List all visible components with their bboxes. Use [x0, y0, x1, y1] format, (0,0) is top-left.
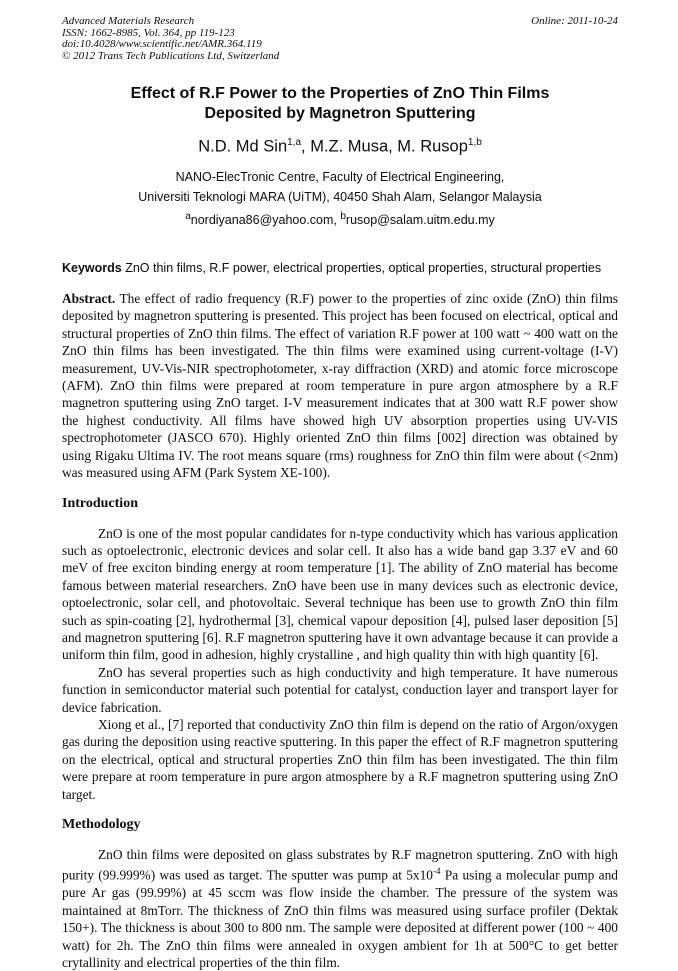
methodology-text-before-superscript: ZnO thin films were deposited on glass substrates by R.F magnetron sputtering. ZnO with high purity (99.999%) was used as target. The sputter was pump at 5x10: [62, 847, 618, 883]
email-address-a: nordiyana86@yahoo.com,: [190, 213, 341, 228]
keywords-line: [62, 260, 618, 277]
paper-title-line-1: Effect of R.F Power to the Properties of ZnO Thin Films: [130, 85, 550, 103]
email-superscript-a: a: [185, 210, 191, 222]
author-superscript-2: 1,b: [467, 137, 482, 149]
doi-line: doi:10.4028/www.scientific.net/AMR.364.119: [62, 38, 262, 51]
affiliation-line-1: NANO-ElecTronic Centre, Faculty of Electrical Engineering,: [175, 169, 505, 184]
methodology-paragraph-1: [62, 846, 618, 971]
introduction-paragraph-3: Xiong et al., [7] reported that conductivity ZnO thin film is depend on the ratio of Argon/oxygen gas during the deposition using reactive sputtering. In this paper the effect of R.F magnetron sputtering on the electrical, optical and structural properties ZnO thin film has been investigated. The thin film were prepare at room temperature in pure argon atmosphere by a R.F magnetron sputtering using ZnO target.: [62, 716, 618, 802]
methodology-text-after-superscript: Pa using a molecular pump and pure Ar gas (99.99%) at 45 sccm was flow inside the chamber. The pressure of the system was maintained at 8mTorr. The thickness of ZnO thin films was measured using surface profiler (Dektak 150+). The thickness is about 300 to 800 nm. The sample were deposited at different power (100 ~ 400 watt) for 2h. The ZnO thin films were annealed in oxygen ambient for 1h at 500°C to get better crytallinity and electrical properties of the thin film.: [62, 867, 618, 970]
journal-header: [62, 16, 618, 62]
introduction-paragraph-2: ZnO has several properties such as high conductivity and high temperature. It have numerous function in semiconductor material such potential for catalyst, conduction layer and transport layer for device fabrication.: [62, 664, 618, 715]
issn-volume-line: ISSN: 1662-8985, Vol. 364, pp 119-123: [62, 26, 235, 39]
copyright-line: © 2012 Trans Tech Publications Ltd, Switzerland: [62, 49, 280, 62]
introduction-paragraph-1: ZnO is one of the most popular candidates for n-type conductivity which has various application such as optoelectronic, electronic devices and solar cell. It also has a wide band gap 3.37 eV and 60 meV of free exciton binding energy at room temperature [1]. The ability of ZnO material has become famous between material researchers. ZnO have been use in many devices such as electronic device, optoelectronic, solar cell, and photovoltaic. Several technique has been use to growth ZnO thin film such as spin-coating [2], hydrothermal [3], chemical vapour deposition [4], pulsed laser deposition [5] and magnetron sputtering [6]. R.F magnetron sputtering have it own advantage because it can provide a uniform thin film, good in adhesion, highly crystalline , and high quality thin with high quantity [6].: [62, 525, 618, 663]
affiliation-line-2: Universiti Teknologi MARA (UiTM), 40450 Shah Alam, Selangor Malaysia: [138, 189, 542, 204]
section-heading-methodology: Methodology: [62, 817, 141, 832]
online-date: Online: 2011-10-24: [531, 15, 618, 27]
paper-title-line-2: Deposited by Magnetron Sputtering: [204, 105, 476, 123]
paper-title: [62, 84, 618, 124]
abstract-label: Abstract.: [62, 291, 116, 307]
author-names-part-1: N.D. Md Sin: [198, 137, 288, 156]
journal-name: Advanced Materials Research: [62, 15, 195, 27]
keywords-text: ZnO thin films, R.F power, electrical properties, optical properties, structural properties: [121, 261, 602, 276]
author-names-part-2: , M.Z. Musa, M. Rusop: [301, 137, 468, 156]
journal-info-block: [62, 16, 279, 62]
keywords-label: Keywords: [62, 261, 122, 276]
email-address-b: rusop@salam.uitm.edu.my: [345, 213, 495, 228]
abstract-paragraph: [62, 290, 618, 481]
abstract-text: The effect of radio frequency (R.F) power to the properties of zinc oxide (ZnO) thin films deposited by magnetron sputtering is presented. This project has been focused on electrical, optical and structural properties of ZnO thin films. The effect of variation R.F power at 100 watt ~ 400 watt on the ZnO thin films has been investigated. The thin films were examined using current-voltage (I-V) measurement, UV-Vis-NIR spectrophotometer, x-ray diffraction (XRD) and atomic force microscope (AFM). ZnO thin films were prepared at room temperature in pure argon atmosphere by a R.F magnetron sputtering using ZnO target. I-V measurement indicates that at 300 watt R.F power show the highest conductivity. All films have showed high UV absorption properties using UV-VIS spectrophotometer (JASCO 670). Highly oriented ZnO thin films [002] direction was obtained by using Rigaku Ultima IV. The root means square (rms) roughness for ZnO thin film were about (<2nm) was measured using AFM (Park System XE-100).: [62, 291, 618, 481]
email-superscript-b: b: [340, 210, 346, 222]
authors-line: [62, 132, 618, 158]
section-heading-introduction: Introduction: [62, 495, 138, 511]
paper-body: [62, 290, 618, 971]
exponent-superscript: -4: [433, 866, 441, 877]
author-superscript-1: 1,a: [287, 137, 302, 149]
author-emails: [62, 207, 618, 230]
